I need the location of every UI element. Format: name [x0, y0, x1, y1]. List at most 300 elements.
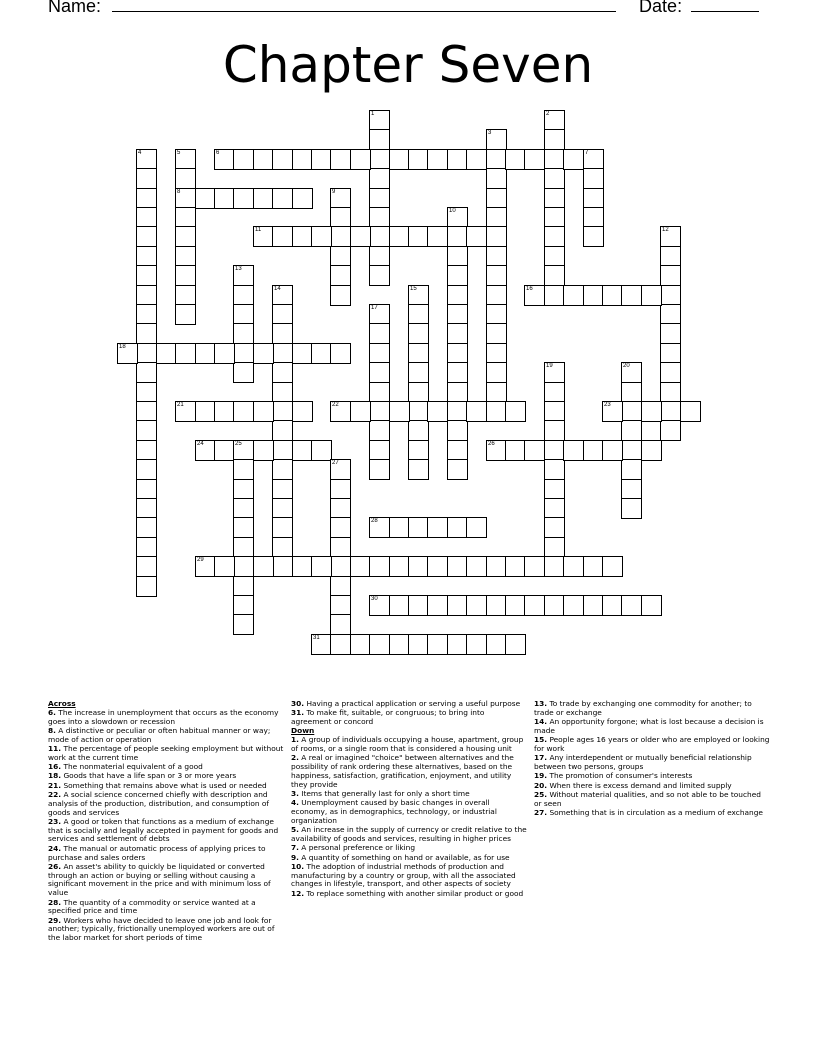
- crossword-cell[interactable]: [233, 459, 254, 480]
- crossword-cell[interactable]: [369, 595, 390, 616]
- crossword-cell[interactable]: [253, 226, 274, 247]
- crossword-cell[interactable]: [524, 285, 545, 306]
- crossword-cell[interactable]: [447, 323, 468, 344]
- crossword-cell[interactable]: [621, 459, 642, 480]
- crossword-cell[interactable]: [427, 517, 448, 538]
- crossword-cell[interactable]: [136, 323, 157, 344]
- crossword-cell[interactable]: [583, 595, 604, 616]
- crossword-cell[interactable]: [136, 576, 157, 597]
- crossword-cell[interactable]: [408, 556, 429, 577]
- crossword-cell[interactable]: [466, 401, 487, 422]
- crossword-cell[interactable]: [330, 537, 351, 558]
- crossword-cell[interactable]: [447, 556, 468, 577]
- crossword-cell[interactable]: [136, 556, 157, 577]
- crossword-cell[interactable]: [389, 556, 410, 577]
- crossword-cell[interactable]: [544, 595, 565, 616]
- crossword-cell[interactable]: [447, 226, 468, 247]
- crossword-cell[interactable]: [136, 149, 157, 170]
- crossword-cell[interactable]: [175, 401, 196, 422]
- crossword-cell[interactable]: [447, 149, 468, 170]
- crossword-cell[interactable]: [447, 382, 468, 403]
- crossword-cell[interactable]: [136, 226, 157, 247]
- crossword-cell[interactable]: [233, 149, 254, 170]
- crossword-cell[interactable]: [447, 304, 468, 325]
- crossword-cell[interactable]: [233, 401, 254, 422]
- crossword-cell[interactable]: [544, 168, 565, 189]
- crossword-cell[interactable]: [563, 556, 584, 577]
- crossword-cell[interactable]: [233, 537, 254, 558]
- crossword-cell[interactable]: [544, 362, 565, 383]
- crossword-cell[interactable]: [214, 343, 235, 364]
- crossword-cell[interactable]: [486, 168, 507, 189]
- crossword-cell[interactable]: [486, 323, 507, 344]
- crossword-cell[interactable]: [486, 265, 507, 286]
- crossword-cell[interactable]: [447, 265, 468, 286]
- crossword-cell[interactable]: [583, 188, 604, 209]
- crossword-cell[interactable]: [233, 188, 254, 209]
- crossword-cell[interactable]: [427, 149, 448, 170]
- crossword-cell[interactable]: [486, 285, 507, 306]
- crossword-cell[interactable]: [330, 149, 351, 170]
- crossword-cell[interactable]: [272, 479, 293, 500]
- crossword-cell[interactable]: [136, 479, 157, 500]
- crossword-cell[interactable]: [660, 285, 681, 306]
- crossword-cell[interactable]: [621, 362, 642, 383]
- crossword-cell[interactable]: [544, 401, 565, 422]
- crossword-cell[interactable]: [350, 401, 371, 422]
- crossword-cell[interactable]: [195, 188, 216, 209]
- crossword-cell[interactable]: [272, 188, 293, 209]
- crossword-cell[interactable]: [136, 285, 157, 306]
- crossword-cell[interactable]: [583, 285, 604, 306]
- crossword-cell[interactable]: [214, 440, 235, 461]
- crossword-cell[interactable]: [136, 362, 157, 383]
- crossword-cell[interactable]: [408, 149, 429, 170]
- crossword-cell[interactable]: [350, 226, 371, 247]
- crossword-cell[interactable]: [136, 207, 157, 228]
- crossword-cell[interactable]: [660, 246, 681, 267]
- crossword-cell[interactable]: [621, 498, 642, 519]
- crossword-cell[interactable]: [505, 556, 526, 577]
- crossword-cell[interactable]: [466, 556, 487, 577]
- crossword-cell[interactable]: [175, 246, 196, 267]
- crossword-cell[interactable]: [292, 343, 313, 364]
- crossword-cell[interactable]: [486, 188, 507, 209]
- crossword-cell[interactable]: [350, 556, 371, 577]
- crossword-cell[interactable]: [253, 556, 274, 577]
- crossword-cell[interactable]: [544, 188, 565, 209]
- crossword-cell[interactable]: [621, 595, 642, 616]
- crossword-cell[interactable]: [583, 149, 604, 170]
- crossword-cell[interactable]: [175, 188, 196, 209]
- crossword-cell[interactable]: [583, 556, 604, 577]
- crossword-cell[interactable]: [389, 517, 410, 538]
- crossword-cell[interactable]: [369, 246, 390, 267]
- crossword-cell[interactable]: [602, 440, 623, 461]
- crossword-cell[interactable]: [447, 207, 468, 228]
- crossword-cell[interactable]: [660, 382, 681, 403]
- crossword-cell[interactable]: [156, 343, 177, 364]
- crossword-cell[interactable]: [408, 362, 429, 383]
- crossword-cell[interactable]: [621, 401, 642, 422]
- crossword-cell[interactable]: [330, 556, 351, 577]
- crossword-cell[interactable]: [369, 188, 390, 209]
- crossword-cell[interactable]: [369, 265, 390, 286]
- crossword-cell[interactable]: [117, 343, 138, 364]
- crossword-cell[interactable]: [175, 304, 196, 325]
- crossword-cell[interactable]: [486, 246, 507, 267]
- crossword-cell[interactable]: [233, 556, 254, 577]
- crossword-cell[interactable]: [233, 498, 254, 519]
- crossword-cell[interactable]: [136, 440, 157, 461]
- crossword-cell[interactable]: [311, 634, 332, 655]
- crossword-cell[interactable]: [350, 634, 371, 655]
- crossword-cell[interactable]: [253, 149, 274, 170]
- crossword-cell[interactable]: [272, 440, 293, 461]
- crossword-cell[interactable]: [447, 634, 468, 655]
- crossword-cell[interactable]: [330, 246, 351, 267]
- crossword-cell[interactable]: [602, 595, 623, 616]
- crossword-cell[interactable]: [292, 226, 313, 247]
- crossword-cell[interactable]: [466, 517, 487, 538]
- crossword-cell[interactable]: [311, 556, 332, 577]
- crossword-cell[interactable]: [330, 595, 351, 616]
- crossword-cell[interactable]: [602, 401, 623, 422]
- crossword-cell[interactable]: [136, 168, 157, 189]
- crossword-cell[interactable]: [311, 149, 332, 170]
- crossword-cell[interactable]: [544, 420, 565, 441]
- crossword-cell[interactable]: [583, 168, 604, 189]
- crossword-cell[interactable]: [466, 595, 487, 616]
- crossword-cell[interactable]: [544, 382, 565, 403]
- crossword-cell[interactable]: [369, 304, 390, 325]
- crossword-cell[interactable]: [369, 420, 390, 441]
- crossword-cell[interactable]: [233, 343, 254, 364]
- crossword-cell[interactable]: [175, 285, 196, 306]
- crossword-cell[interactable]: [272, 498, 293, 519]
- crossword-cell[interactable]: [330, 479, 351, 500]
- crossword-cell[interactable]: [660, 323, 681, 344]
- crossword-cell[interactable]: [369, 110, 390, 131]
- crossword-cell[interactable]: [136, 401, 157, 422]
- crossword-cell[interactable]: [272, 537, 293, 558]
- crossword-cell[interactable]: [330, 401, 351, 422]
- crossword-cell[interactable]: [233, 323, 254, 344]
- crossword-cell[interactable]: [447, 401, 468, 422]
- crossword-cell[interactable]: [214, 556, 235, 577]
- crossword-cell[interactable]: [330, 498, 351, 519]
- crossword-cell[interactable]: [660, 265, 681, 286]
- crossword-cell[interactable]: [447, 420, 468, 441]
- crossword-cell[interactable]: [272, 382, 293, 403]
- crossword-cell[interactable]: [427, 595, 448, 616]
- crossword-cell[interactable]: [680, 401, 701, 422]
- crossword-cell[interactable]: [621, 440, 642, 461]
- crossword-cell[interactable]: [272, 323, 293, 344]
- crossword-cell[interactable]: [544, 149, 565, 170]
- crossword-cell[interactable]: [660, 401, 681, 422]
- crossword-cell[interactable]: [369, 129, 390, 150]
- crossword-cell[interactable]: [486, 226, 507, 247]
- crossword-cell[interactable]: [408, 304, 429, 325]
- crossword-cell[interactable]: [233, 304, 254, 325]
- crossword-cell[interactable]: [641, 285, 662, 306]
- crossword-cell[interactable]: [544, 129, 565, 150]
- crossword-cell[interactable]: [233, 595, 254, 616]
- crossword-cell[interactable]: [272, 304, 293, 325]
- crossword-cell[interactable]: [136, 517, 157, 538]
- crossword-cell[interactable]: [175, 149, 196, 170]
- crossword-cell[interactable]: [544, 479, 565, 500]
- crossword-cell[interactable]: [272, 556, 293, 577]
- crossword-cell[interactable]: [447, 595, 468, 616]
- crossword-cell[interactable]: [369, 634, 390, 655]
- crossword-cell[interactable]: [369, 401, 390, 422]
- crossword-cell[interactable]: [563, 595, 584, 616]
- crossword-cell[interactable]: [195, 343, 216, 364]
- crossword-cell[interactable]: [447, 362, 468, 383]
- crossword-cell[interactable]: [660, 343, 681, 364]
- crossword-cell[interactable]: [447, 246, 468, 267]
- crossword-cell[interactable]: [253, 440, 274, 461]
- crossword-cell[interactable]: [466, 226, 487, 247]
- crossword-cell[interactable]: [602, 556, 623, 577]
- crossword-cell[interactable]: [136, 382, 157, 403]
- crossword-cell[interactable]: [544, 207, 565, 228]
- crossword-cell[interactable]: [136, 420, 157, 441]
- crossword-cell[interactable]: [389, 401, 410, 422]
- crossword-cell[interactable]: [330, 188, 351, 209]
- crossword-cell[interactable]: [544, 110, 565, 131]
- crossword-cell[interactable]: [583, 440, 604, 461]
- crossword-cell[interactable]: [214, 188, 235, 209]
- crossword-cell[interactable]: [136, 265, 157, 286]
- crossword-cell[interactable]: [311, 440, 332, 461]
- crossword-cell[interactable]: [233, 440, 254, 461]
- crossword-cell[interactable]: [408, 634, 429, 655]
- crossword-cell[interactable]: [486, 129, 507, 150]
- crossword-cell[interactable]: [233, 576, 254, 597]
- crossword-cell[interactable]: [136, 188, 157, 209]
- crossword-cell[interactable]: [583, 207, 604, 228]
- crossword-cell[interactable]: [660, 226, 681, 247]
- crossword-cell[interactable]: [408, 517, 429, 538]
- crossword-cell[interactable]: [272, 401, 293, 422]
- crossword-cell[interactable]: [330, 576, 351, 597]
- crossword-cell[interactable]: [389, 595, 410, 616]
- crossword-cell[interactable]: [544, 440, 565, 461]
- crossword-cell[interactable]: [330, 226, 351, 247]
- crossword-cell[interactable]: [621, 420, 642, 441]
- crossword-cell[interactable]: [272, 420, 293, 441]
- crossword-cell[interactable]: [408, 420, 429, 441]
- crossword-cell[interactable]: [330, 459, 351, 480]
- crossword-cell[interactable]: [408, 226, 429, 247]
- crossword-cell[interactable]: [408, 401, 429, 422]
- crossword-cell[interactable]: [175, 226, 196, 247]
- crossword-cell[interactable]: [544, 246, 565, 267]
- crossword-cell[interactable]: [544, 265, 565, 286]
- crossword-cell[interactable]: [427, 401, 448, 422]
- crossword-cell[interactable]: [621, 285, 642, 306]
- crossword-cell[interactable]: [389, 149, 410, 170]
- crossword-cell[interactable]: [486, 440, 507, 461]
- crossword-cell[interactable]: [486, 556, 507, 577]
- crossword-cell[interactable]: [408, 285, 429, 306]
- crossword-cell[interactable]: [195, 556, 216, 577]
- crossword-cell[interactable]: [330, 207, 351, 228]
- crossword-cell[interactable]: [660, 362, 681, 383]
- crossword-cell[interactable]: [427, 634, 448, 655]
- crossword-cell[interactable]: [544, 556, 565, 577]
- crossword-cell[interactable]: [486, 343, 507, 364]
- crossword-cell[interactable]: [621, 382, 642, 403]
- crossword-cell[interactable]: [253, 401, 274, 422]
- crossword-cell[interactable]: [602, 285, 623, 306]
- crossword-cell[interactable]: [486, 595, 507, 616]
- crossword-cell[interactable]: [136, 459, 157, 480]
- crossword-cell[interactable]: [253, 343, 274, 364]
- crossword-cell[interactable]: [544, 517, 565, 538]
- crossword-cell[interactable]: [292, 188, 313, 209]
- crossword-cell[interactable]: [136, 537, 157, 558]
- crossword-cell[interactable]: [486, 304, 507, 325]
- crossword-cell[interactable]: [311, 343, 332, 364]
- crossword-cell[interactable]: [641, 401, 662, 422]
- crossword-cell[interactable]: [175, 265, 196, 286]
- crossword-cell[interactable]: [486, 401, 507, 422]
- crossword-cell[interactable]: [214, 149, 235, 170]
- crossword-cell[interactable]: [175, 207, 196, 228]
- crossword-cell[interactable]: [641, 440, 662, 461]
- crossword-cell[interactable]: [408, 343, 429, 364]
- crossword-cell[interactable]: [369, 226, 390, 247]
- crossword-cell[interactable]: [524, 556, 545, 577]
- crossword-cell[interactable]: [486, 149, 507, 170]
- crossword-cell[interactable]: [330, 343, 351, 364]
- crossword-cell[interactable]: [292, 556, 313, 577]
- crossword-cell[interactable]: [408, 459, 429, 480]
- crossword-cell[interactable]: [369, 343, 390, 364]
- crossword-cell[interactable]: [175, 343, 196, 364]
- crossword-cell[interactable]: [330, 517, 351, 538]
- crossword-cell[interactable]: [136, 343, 157, 364]
- crossword-cell[interactable]: [486, 382, 507, 403]
- crossword-cell[interactable]: [447, 285, 468, 306]
- crossword-cell[interactable]: [330, 265, 351, 286]
- crossword-cell[interactable]: [524, 149, 545, 170]
- crossword-cell[interactable]: [369, 459, 390, 480]
- crossword-cell[interactable]: [369, 556, 390, 577]
- crossword-cell[interactable]: [272, 362, 293, 383]
- crossword-cell[interactable]: [214, 401, 235, 422]
- crossword-cell[interactable]: [544, 537, 565, 558]
- crossword-cell[interactable]: [505, 595, 526, 616]
- crossword-cell[interactable]: [233, 614, 254, 635]
- crossword-cell[interactable]: [233, 285, 254, 306]
- crossword-cell[interactable]: [195, 401, 216, 422]
- crossword-cell[interactable]: [272, 459, 293, 480]
- crossword-cell[interactable]: [311, 226, 332, 247]
- crossword-cell[interactable]: [272, 517, 293, 538]
- crossword-cell[interactable]: [292, 440, 313, 461]
- crossword-cell[interactable]: [641, 595, 662, 616]
- crossword-cell[interactable]: [583, 226, 604, 247]
- crossword-cell[interactable]: [369, 517, 390, 538]
- crossword-cell[interactable]: [330, 285, 351, 306]
- crossword-cell[interactable]: [369, 440, 390, 461]
- crossword-cell[interactable]: [233, 265, 254, 286]
- crossword-cell[interactable]: [330, 614, 351, 635]
- crossword-cell[interactable]: [408, 595, 429, 616]
- crossword-cell[interactable]: [272, 343, 293, 364]
- crossword-cell[interactable]: [389, 226, 410, 247]
- crossword-cell[interactable]: [408, 382, 429, 403]
- crossword-cell[interactable]: [544, 285, 565, 306]
- crossword-cell[interactable]: [660, 420, 681, 441]
- crossword-cell[interactable]: [369, 323, 390, 344]
- crossword-cell[interactable]: [563, 440, 584, 461]
- crossword-cell[interactable]: [563, 149, 584, 170]
- crossword-cell[interactable]: [233, 479, 254, 500]
- crossword-cell[interactable]: [505, 401, 526, 422]
- crossword-cell[interactable]: [369, 168, 390, 189]
- crossword-cell[interactable]: [369, 382, 390, 403]
- crossword-cell[interactable]: [544, 226, 565, 247]
- crossword-cell[interactable]: [253, 188, 274, 209]
- crossword-cell[interactable]: [660, 304, 681, 325]
- crossword-cell[interactable]: [524, 595, 545, 616]
- crossword-cell[interactable]: [447, 517, 468, 538]
- crossword-cell[interactable]: [136, 304, 157, 325]
- crossword-cell[interactable]: [330, 634, 351, 655]
- crossword-cell[interactable]: [544, 498, 565, 519]
- crossword-cell[interactable]: [272, 285, 293, 306]
- crossword-cell[interactable]: [292, 401, 313, 422]
- crossword-cell[interactable]: [233, 362, 254, 383]
- crossword-cell[interactable]: [447, 343, 468, 364]
- crossword-cell[interactable]: [447, 440, 468, 461]
- crossword-cell[interactable]: [369, 362, 390, 383]
- crossword-cell[interactable]: [563, 285, 584, 306]
- crossword-cell[interactable]: [389, 634, 410, 655]
- crossword-cell[interactable]: [272, 149, 293, 170]
- crossword-cell[interactable]: [427, 226, 448, 247]
- crossword-cell[interactable]: [505, 634, 526, 655]
- crossword-cell[interactable]: [524, 440, 545, 461]
- crossword-cell[interactable]: [369, 207, 390, 228]
- crossword-cell[interactable]: [195, 440, 216, 461]
- crossword-cell[interactable]: [466, 634, 487, 655]
- crossword-cell[interactable]: [292, 149, 313, 170]
- crossword-cell[interactable]: [175, 168, 196, 189]
- crossword-cell[interactable]: [486, 362, 507, 383]
- crossword-cell[interactable]: [369, 149, 390, 170]
- crossword-cell[interactable]: [350, 149, 371, 170]
- crossword-cell[interactable]: [486, 634, 507, 655]
- crossword-cell[interactable]: [447, 459, 468, 480]
- crossword-cell[interactable]: [233, 517, 254, 538]
- crossword-cell[interactable]: [272, 226, 293, 247]
- crossword-cell[interactable]: [505, 440, 526, 461]
- crossword-cell[interactable]: [136, 498, 157, 519]
- crossword-cell[interactable]: [408, 440, 429, 461]
- crossword-cell[interactable]: [544, 459, 565, 480]
- crossword-cell[interactable]: [505, 149, 526, 170]
- crossword-cell[interactable]: [466, 149, 487, 170]
- crossword-cell[interactable]: [136, 246, 157, 267]
- crossword-cell[interactable]: [486, 207, 507, 228]
